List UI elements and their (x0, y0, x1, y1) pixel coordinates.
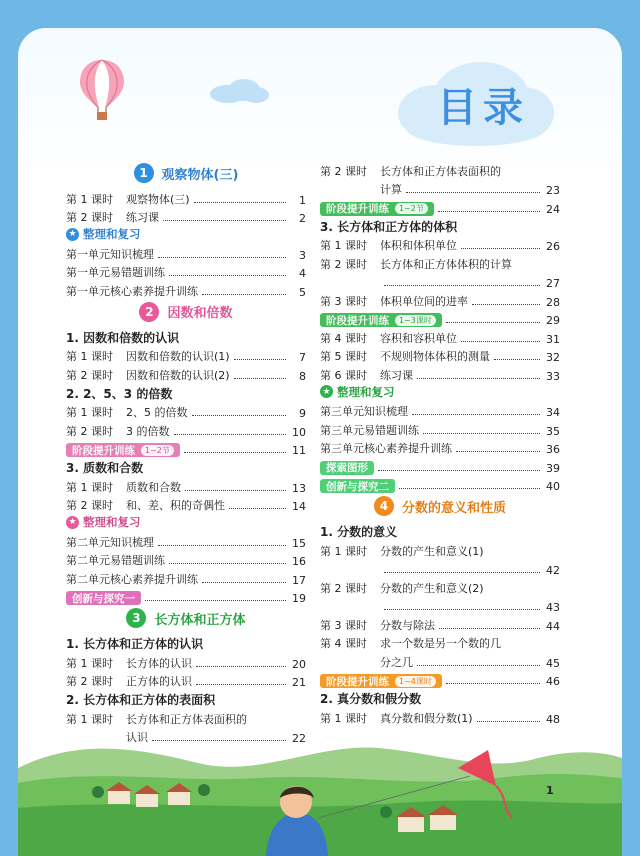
page-ref: 15 (292, 536, 306, 550)
toc-entry (320, 419, 560, 438)
dot-leader (174, 434, 287, 435)
entry-topic: 练习课 (126, 211, 159, 224)
tag-range: 1~3课时 (395, 315, 436, 326)
unit-number-badge: 4 (374, 496, 394, 516)
lesson-label: 第 5 课时 (320, 350, 367, 363)
dot-leader (194, 202, 286, 203)
toc-entry (66, 188, 306, 207)
toc-entry (66, 207, 306, 226)
entry-topic: 因数和倍数的认识(1) (126, 350, 230, 363)
unit-title: 因数和倍数 (167, 306, 233, 321)
dot-leader (384, 572, 540, 573)
entry-topic: 分数的产生和意义(2) (380, 581, 484, 595)
lesson-label: 第 2 课时 (66, 211, 113, 224)
toc-entry (320, 309, 560, 328)
dot-leader (461, 341, 540, 342)
entry-topic: 分数与除法 (380, 618, 435, 632)
dot-leader (158, 257, 286, 258)
review-heading-label: 整理和复习 (337, 384, 395, 399)
entry-topic: 第一单元核心素养提升训练 (66, 284, 198, 298)
section-title: 2. 真分数和假分数 (320, 692, 422, 706)
section-title: 2. 2、5、3 的倍数 (66, 386, 173, 401)
unit-header (66, 162, 306, 184)
page-ref: 1 (299, 193, 306, 207)
dot-leader (461, 248, 540, 249)
section-title: 1. 长方体和正方体的认识 (66, 637, 204, 651)
lesson-label: 第 1 课时 (66, 192, 113, 206)
review-heading-label: 整理和复习 (83, 515, 141, 529)
page-ref: 4 (299, 267, 306, 280)
page-ref: 48 (546, 712, 560, 726)
lesson-label: 第 1 课时 (66, 656, 113, 670)
dot-leader (202, 294, 286, 295)
page-ref: 21 (292, 676, 306, 689)
entry-topic: 计算 (380, 183, 402, 196)
dot-leader (406, 192, 540, 193)
right-toc-column (320, 160, 560, 726)
left-toc-column (66, 160, 306, 745)
toc-entry (66, 364, 306, 383)
lesson-label: 第 3 课时 (320, 294, 367, 308)
lesson-label: 第 3 课时 (320, 618, 367, 632)
page-ref: 13 (292, 481, 306, 495)
section-title: 1. 分数的意义 (320, 525, 398, 539)
page-ref: 3 (299, 248, 306, 262)
entry-topic: 3 的倍数 (126, 424, 170, 438)
toc-entry (320, 577, 560, 596)
star-icon: ★ (66, 516, 79, 529)
lesson-label: 第 2 课时 (66, 499, 113, 512)
page-ref: 26 (546, 240, 560, 253)
toc-entry (320, 290, 560, 309)
toc-entry (320, 197, 560, 216)
toc-entry (320, 253, 560, 272)
dot-leader (202, 582, 286, 583)
page-ref: 36 (546, 443, 560, 456)
page-ref: 34 (546, 406, 560, 419)
dot-leader (185, 490, 286, 491)
page-ref: 22 (292, 732, 306, 745)
tag-range: 1~2节 (395, 203, 428, 214)
entry-topic: 真分数和假分数(1) (380, 711, 473, 725)
lesson-label: 第 2 课时 (320, 257, 367, 271)
dot-leader (234, 378, 286, 379)
tag-label (320, 479, 395, 493)
lesson-label: 第 2 课时 (66, 368, 113, 382)
page-ref: 33 (546, 369, 560, 383)
toc-entry-continued (320, 272, 560, 291)
lesson-label: 第 2 课时 (320, 164, 367, 178)
entry-topic: 不规则物体体积的测量 (380, 350, 490, 363)
toc-entry-continued (320, 559, 560, 578)
toc-entry (320, 633, 560, 652)
dot-leader (234, 359, 286, 360)
dot-leader (439, 628, 540, 629)
toc-entry (66, 262, 306, 281)
dot-leader (192, 415, 287, 416)
landscape-illustration (18, 728, 622, 856)
lesson-label: 第 1 课时 (320, 544, 367, 558)
dot-leader (229, 508, 286, 509)
dot-leader (417, 378, 540, 379)
tag-text: 创新与探究一 (72, 592, 135, 605)
page-ref: 7 (299, 351, 306, 364)
entry-topic: 长方体和正方体表面积的 (126, 712, 247, 726)
page-ref: 44 (546, 619, 560, 633)
lesson-label: 第 4 课时 (320, 331, 367, 345)
lesson-label: 第 1 课时 (320, 711, 367, 725)
toc-entry (320, 670, 560, 689)
unit-number-badge: 1 (134, 163, 154, 183)
hot-air-balloon-icon (78, 58, 126, 122)
dot-leader (423, 433, 540, 434)
unit-title: 分数的意义和性质 (401, 500, 506, 516)
lesson-label: 第 2 课时 (66, 675, 113, 688)
section-title: 2. 长方体和正方体的表面积 (66, 693, 216, 707)
entry-topic: 体积和体积单位 (380, 239, 457, 252)
toc-entry (66, 420, 306, 439)
tag-text: 阶段提升训练 (326, 675, 389, 688)
page-ref: 39 (546, 461, 560, 475)
page-ref: 8 (299, 369, 306, 383)
lesson-label: 第 1 课时 (66, 712, 113, 726)
toc-entry (320, 614, 560, 633)
tag-text: 创新与探究二 (326, 480, 389, 493)
star-icon: ★ (66, 228, 79, 241)
review-heading (320, 383, 560, 401)
entry-topic: 分数的产生和意义(1) (380, 544, 484, 558)
dot-leader (477, 721, 540, 722)
unit-number-badge: 2 (139, 302, 159, 322)
toc-entry-continued (320, 179, 560, 198)
entry-topic: 体积单位间的进率 (380, 294, 468, 308)
entry-topic: 第三单元知识梳理 (320, 405, 408, 418)
page-ref: 29 (546, 314, 560, 327)
dot-leader (184, 452, 286, 453)
unit-title: 长方体和正方体 (154, 612, 246, 628)
entry-topic: 质数和合数 (126, 480, 181, 494)
toc-entry (66, 652, 306, 671)
dot-leader (446, 683, 540, 684)
dot-leader (196, 666, 286, 667)
page-ref: 5 (299, 285, 306, 299)
toc-entry-continued (320, 651, 560, 670)
toc-entry (66, 708, 306, 727)
toc-entry (320, 707, 560, 726)
toc-entry (66, 280, 306, 299)
entry-topic: 第一单元知识梳理 (66, 247, 154, 261)
tag-label (320, 461, 374, 475)
page-ref: 45 (546, 656, 560, 670)
tag-range: 1~4课时 (395, 676, 436, 687)
dot-leader (169, 275, 286, 276)
dot-leader (384, 285, 540, 286)
page-ref: 16 (292, 555, 306, 568)
entry-topic: 2、5 的倍数 (126, 406, 188, 419)
review-heading (66, 225, 306, 243)
unit-header (320, 495, 560, 517)
entry-topic: 分之几 (380, 655, 413, 669)
section-title: 3. 质数和合数 (66, 461, 144, 475)
page-ref: 35 (546, 424, 560, 438)
page-ref: 9 (299, 407, 306, 420)
dot-leader (145, 600, 286, 601)
dot-leader (384, 609, 540, 610)
toc-entry (320, 235, 560, 254)
toc-entry (320, 438, 560, 457)
entry-topic: 第二单元易错题训练 (66, 554, 165, 567)
unit-header (66, 301, 306, 323)
lesson-label: 第 1 课时 (66, 480, 113, 494)
page-ref: 42 (546, 564, 560, 577)
page-ref: 32 (546, 351, 560, 364)
toc-entry (320, 327, 560, 346)
page-ref: 17 (292, 573, 306, 587)
toc-entry (66, 671, 306, 690)
entry-topic: 正方体的认识 (126, 675, 192, 688)
tag-label (66, 591, 141, 605)
tag-text: 探索图形 (326, 462, 368, 474)
page-ref: 24 (546, 202, 560, 216)
section-title: 3. 长方体和正方体的体积 (320, 219, 458, 234)
page-ref: 11 (292, 444, 306, 457)
unit-number-badge: 3 (126, 608, 146, 628)
entry-topic: 第三单元易错题训练 (320, 423, 419, 437)
lesson-label: 第 1 课时 (66, 350, 113, 363)
toc-entry (66, 550, 306, 569)
toc-entry (320, 456, 560, 475)
dot-leader (446, 322, 540, 323)
toc-entry (66, 476, 306, 495)
entry-topic: 长方体和正方体体积的计算 (380, 257, 512, 271)
page-ref: 14 (292, 500, 306, 513)
toc-entry (66, 243, 306, 262)
dot-leader (417, 665, 540, 666)
page-number: 1 (546, 784, 554, 797)
page-ref: 2 (299, 212, 306, 225)
entry-topic: 求一个数是另一个数的几 (380, 637, 501, 650)
dot-leader (196, 684, 286, 685)
page-ref: 27 (546, 277, 560, 290)
page-ref: 28 (546, 295, 560, 309)
entry-topic: 因数和倍数的认识(2) (126, 368, 230, 382)
entry-topic: 练习课 (380, 368, 413, 382)
tag-text: 阶段提升训练 (326, 203, 389, 215)
page-ref: 40 (546, 480, 560, 493)
entry-topic: 第二单元知识梳理 (66, 535, 154, 549)
toc-entry (320, 364, 560, 383)
tag-label (66, 443, 180, 457)
dot-leader (494, 359, 540, 360)
page-ref: 31 (546, 332, 560, 346)
entry-topic: 长方体和正方体表面积的 (380, 164, 501, 178)
page-ref: 10 (292, 425, 306, 439)
dot-leader (378, 470, 540, 471)
toc-entry-continued (320, 596, 560, 615)
entry-topic: 容积和容积单位 (380, 331, 457, 345)
dot-leader (456, 451, 540, 452)
section-title: 1. 因数和倍数的认识 (66, 330, 180, 345)
page-ref: 20 (292, 657, 306, 671)
tag-label (320, 202, 434, 216)
contents-page (18, 28, 622, 856)
entry-topic: 观察物体(三) (126, 192, 190, 206)
lesson-label: 第 1 课时 (66, 406, 113, 419)
tag-text: 阶段提升训练 (326, 314, 389, 327)
toc-entry (320, 346, 560, 365)
page-ref: 43 (546, 601, 560, 614)
toc-entry (66, 531, 306, 550)
lesson-label: 第 2 课时 (66, 424, 113, 438)
tag-label (320, 313, 442, 327)
dot-leader (399, 488, 540, 489)
page-title: 目录 (437, 85, 529, 131)
lesson-label: 第 6 课时 (320, 368, 367, 382)
star-icon: ★ (320, 385, 333, 398)
dot-leader (472, 304, 540, 305)
toc-entry (66, 495, 306, 514)
unit-header (66, 607, 306, 629)
tag-label (320, 674, 442, 688)
entry-topic: 第二单元核心素养提升训练 (66, 572, 198, 586)
page-ref: 46 (546, 675, 560, 688)
lesson-label: 第 2 课时 (320, 581, 367, 595)
dot-leader (438, 211, 540, 212)
entry-topic: 和、差、积的奇偶性 (126, 499, 225, 512)
unit-title: 观察物体(三) (161, 167, 239, 183)
review-heading-label: 整理和复习 (83, 227, 141, 241)
dot-leader (158, 545, 286, 546)
entry-topic: 长方体的认识 (126, 656, 192, 670)
toc-entry (320, 475, 560, 494)
toc-entry (66, 346, 306, 365)
toc-entry (320, 401, 560, 420)
entry-topic: 第一单元易错题训练 (66, 266, 165, 279)
small-cloud-icon (208, 78, 270, 104)
toc-entry (320, 540, 560, 559)
dot-leader (412, 414, 540, 415)
lesson-label: 第 1 课时 (320, 239, 367, 252)
toc-entry (320, 160, 560, 179)
page-ref: 19 (292, 592, 306, 605)
lesson-label: 第 4 课时 (320, 637, 367, 650)
tag-range: 1~2节 (141, 445, 174, 456)
entry-topic: 认识 (126, 731, 148, 744)
toc-entry (66, 402, 306, 421)
toc-entry (66, 439, 306, 458)
toc-entry (66, 568, 306, 587)
review-heading (66, 513, 306, 531)
entry-topic: 第三单元核心素养提升训练 (320, 442, 452, 455)
page-ref: 23 (546, 184, 560, 197)
tag-text: 阶段提升训练 (72, 444, 135, 457)
dot-leader (169, 563, 286, 564)
dot-leader (163, 220, 286, 221)
toc-entry (66, 587, 306, 606)
